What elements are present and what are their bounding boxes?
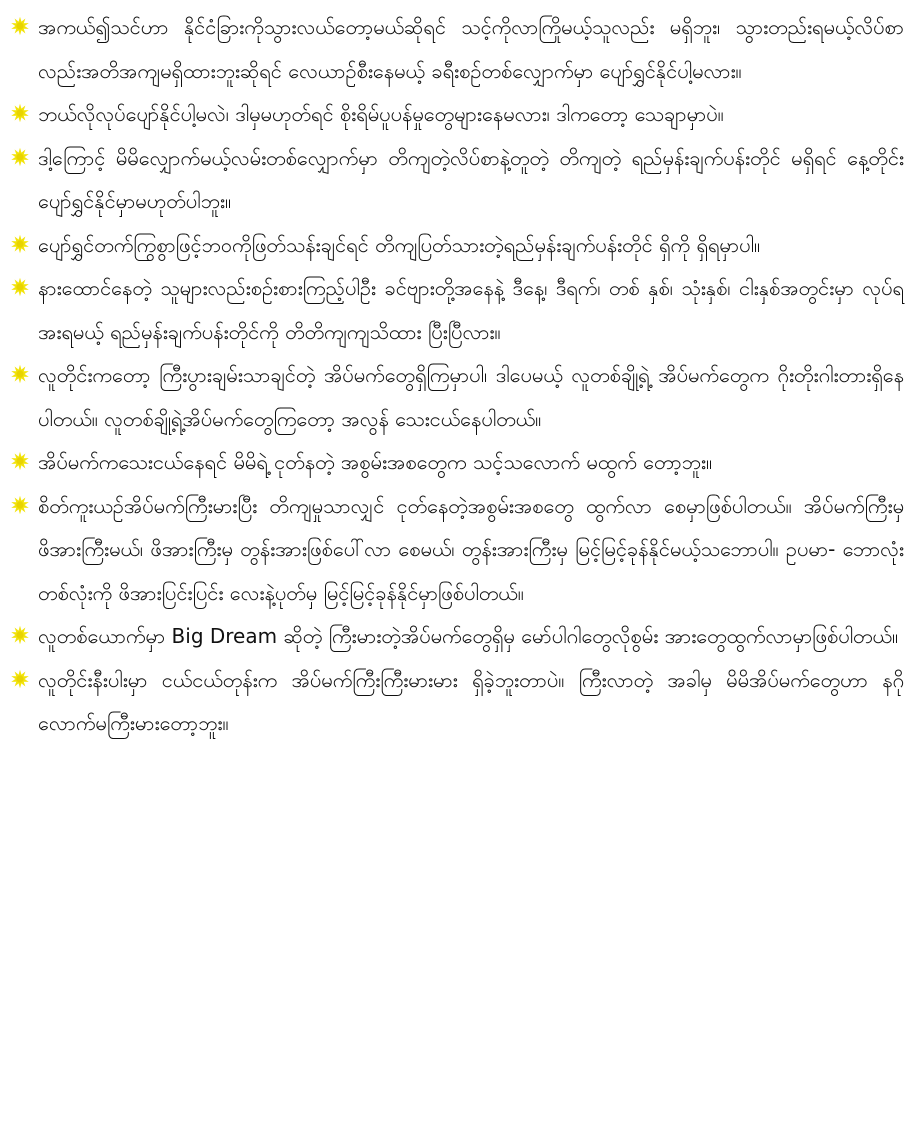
- list-item: [10, 137, 904, 224]
- yellow-starburst-icon: [10, 224, 38, 264]
- paragraph-text: လူတိုင်းနီးပါးမှာ ငယ်ငယ်တုန်းက အိပ်မက်ကြီးကြီးမားမား ရှိခဲ့ဘူးတာပဲ။ ကြီးလာတဲ့ အခါမှ မိမိအိပ်မက်တွေဟာ နဂိုလောက်မကြီးမားတော့ဘူး။: [38, 667, 904, 735]
- list-item: [10, 267, 904, 354]
- yellow-starburst-icon: [10, 485, 38, 525]
- list-item: [10, 93, 904, 137]
- list-item: [10, 6, 904, 93]
- paragraph-text: လူတိုင်းကတော့ ကြီးပွားချမ်းသာချင်တဲ့ အိပ်မက်တွေရှိကြမှာပါ၊ ဒါပေမယ့် လူတစ်ချို့ရဲ့ အိပ်မက်တွေက ဂိုးတိုးဂါးတားရှိနေပါတယ်။ လူတစ်ချို့ရဲ့အိပ်မက်တွေကြတော့ အလွန် သေးငယ်နေပါတယ်။: [38, 363, 904, 431]
- yellow-starburst-icon: [10, 354, 38, 394]
- yellow-starburst-icon: [10, 93, 38, 133]
- paragraph-text: စိတ်ကူးယဉ်အိပ်မက်ကြီးမားပြီး တိကျမှုသာလျှင် ငုတ်နေတဲ့အစွမ်းအစတွေ ထွက်လာ စေမှာဖြစ်ပါတယ်။ အိပ်မက်ကြီးမှ ဖိအားကြီးမယ်၊ ဖိအားကြီးမှ တွန်းအားဖြစ်ပေါ်လာ စေမယ်၊ တွန်းအားကြီးမှ မြင့်မြင့်ခုန်နိုင်မယ့်သဘောပါ။ ဥပမာ- ဘောလုံးတစ်လုံးကို ဖိအားပြင်းပြင်း လေးနဲ့ပုတ်မှ မြင့်မြင့်ခုန်နိုင်မှာဖြစ်ပါတယ်။: [38, 493, 904, 605]
- list-item: [10, 615, 904, 659]
- list-item: [10, 659, 904, 746]
- yellow-starburst-icon: [10, 441, 38, 481]
- paragraph-text: အကယ်၍သင်ဟာ နိုင်ငံခြားကိုသွားလယ်တော့မယ်ဆိုရင် သင့်ကိုလာကြိုမယ့်သူလည်း မရှိဘူး၊ သွားတည်းရမယ့်လိပ်စာလည်းအတိအကျမရှိထားဘူးဆိုရင် လေယာဉ်စီးနေမယ့် ခရီးစဉ်တစ်လျှောက်မှာ ပျော်ရွှင်နိုင်ပါ့မလား။: [38, 15, 904, 83]
- paragraph-text: အိပ်မက်ကသေးငယ်နေရင် မိမိရဲ့ ငုတ်နတဲ့ အစွမ်းအစတွေက သင့်သလောက် မထွက် တော့ဘူး။: [38, 450, 713, 474]
- paragraph-text: ဘယ်လိုလုပ်ပျော်နိုင်ပါ့မလဲ၊ ဒါမှမဟုတ်ရင် စိုးရိမ်ပူပန်မှုတွေများနေမလား၊ ဒါကတော့ သေချာမှာပဲ။: [38, 102, 724, 126]
- yellow-starburst-icon: [10, 6, 38, 46]
- list-item: [10, 354, 904, 441]
- paragraph-text: ပျော်ရွှင်တက်ကြွစွာဖြင့်ဘဝကိုဖြတ်သန်းချင်ရင် တိကျပြတ်သားတဲ့ရည်မှန်းချက်ပန်းတိုင် ရှိကို ရှိရမှာပါ။: [38, 232, 761, 257]
- yellow-starburst-icon: [10, 137, 38, 177]
- paragraph-text: နားထောင်နေတဲ့ သူများလည်းစဉ်းစားကြည့်ပါဦး ခင်ဗျားတို့အနေနဲ့ ဒီနေ့၊ ဒီရက်၊ တစ် နှစ်၊ သုံးနှစ်၊ ငါးနှစ်အတွင်းမှာ လုပ်ရအးရမယ့် ရည်မှန်းချက်ပန်းတိုင်ကို တိတိကျကျသိထား ပြီးပြီလား။: [38, 276, 904, 344]
- list-item: [10, 485, 904, 616]
- paragraph-text: လူတစ်ယောက်မှာ Big Dream ဆိုတဲ့ ကြီးမားတဲ့အိပ်မက်တွေရှိမှ မော်ပါဂါတွေလိုစွမ်း အားတွေထွက်လာမှာဖြစ်ပါတယ်။: [38, 624, 898, 648]
- yellow-starburst-icon: [10, 615, 38, 655]
- list-item: [10, 224, 904, 268]
- yellow-starburst-icon: [10, 659, 38, 699]
- paragraph-text: ဒါ့ကြောင့် မိမိလျှောက်မယ့်လမ်းတစ်လျှောက်မှာ တိကျတဲ့လိပ်စာနဲ့တူတဲ့ တိကျတဲ့ ရည်မှန်းချက်ပန်းတိုင် မရှိရင် နေ့တိုင်းပျော်ရွှင်နိုင်မှာမဟုတ်ပါဘူး။: [38, 145, 904, 213]
- list-item: [10, 441, 904, 485]
- yellow-starburst-icon: [10, 267, 38, 307]
